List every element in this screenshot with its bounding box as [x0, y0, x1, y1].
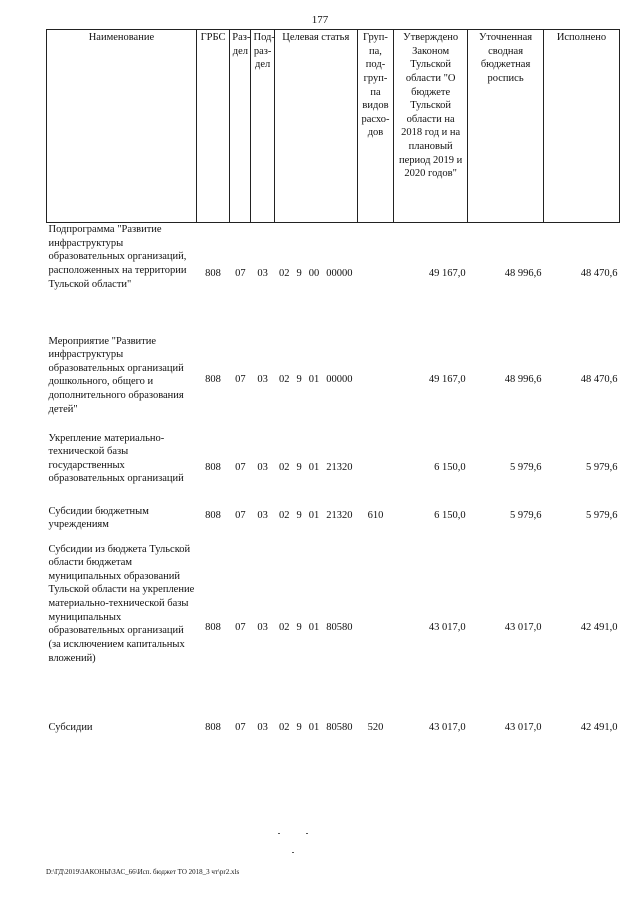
target-article-part: 21320 [326, 509, 353, 521]
header-approved: Утверждено Законом Тульской области "О бюджете Тульской области на 2018 год и на плановый период 2019 и 2020 годов" [394, 30, 468, 223]
row-razdel: 07 [235, 621, 246, 633]
row-target-article [274, 432, 357, 505]
row-grbs: 808 [205, 721, 221, 733]
target-article-part: 01 [308, 373, 320, 385]
target-article-part: 9 [296, 721, 302, 733]
row-approved: 43 017,0 [428, 621, 466, 633]
row-expense-group: 610 [367, 509, 384, 521]
header-refined: Уточненная сводная бюджетная роспись [468, 30, 544, 223]
row-approved: 43 017,0 [428, 721, 466, 733]
table-row [47, 432, 620, 505]
target-article-part: 21320 [326, 461, 353, 473]
target-article-part: 9 [296, 461, 302, 473]
row-refined: 5 979,6 [510, 461, 542, 473]
row-target-article [274, 721, 357, 761]
row-podrazdel: 03 [257, 373, 268, 385]
target-article-part: 00000 [326, 268, 353, 279]
header-name: Наименование [47, 30, 197, 223]
target-article-part: 80580 [326, 721, 353, 733]
scan-speck [292, 852, 294, 853]
header-podrazdel: Под-раз-дел [251, 30, 274, 223]
row-name: Подпрограмма "Развитие инфраструктуры образовательных организаций, расположенных на территории Тульской области" [48, 224, 187, 290]
row-grbs: 808 [205, 621, 221, 633]
row-podrazdel: 03 [257, 509, 268, 521]
row-refined: 43 017,0 [504, 621, 542, 633]
target-article-part: 9 [296, 268, 302, 279]
row-approved: 49 167,0 [428, 373, 466, 385]
row-target-article [274, 543, 357, 721]
row-approved: 6 150,0 [434, 461, 466, 473]
budget-table [46, 29, 620, 761]
target-article-part: 02 [279, 268, 290, 279]
target-article-part: 00000 [326, 373, 353, 385]
row-refined: 48 996,6 [504, 373, 542, 385]
row-grbs: 808 [205, 373, 221, 385]
header-target-article: Целевая статья [274, 30, 357, 223]
target-article-part: 02 [279, 509, 290, 521]
target-article-part: 02 [279, 373, 290, 385]
row-podrazdel: 03 [257, 268, 268, 279]
row-target-article [274, 335, 357, 432]
row-name: Субсидии бюджетным учреждениям [48, 505, 149, 531]
row-grbs: 808 [205, 268, 221, 279]
table-header-row [47, 30, 620, 223]
row-expense-group [357, 223, 393, 335]
row-executed: 48 470,6 [580, 268, 618, 279]
scan-speck [278, 833, 280, 834]
row-razdel: 07 [235, 509, 246, 521]
target-article-part: 9 [296, 621, 302, 633]
row-expense-group [357, 335, 393, 432]
row-executed: 42 491,0 [580, 721, 618, 733]
target-article-part: 00 [308, 268, 320, 279]
row-refined: 43 017,0 [504, 721, 542, 733]
header-executed: Исполнено [544, 30, 620, 223]
row-expense-group: 520 [367, 721, 384, 733]
header-expense-group: Груп-па, под-груп-па видов расхо-дов [357, 30, 393, 223]
header-razdel: Раз-дел [230, 30, 251, 223]
row-executed: 5 979,6 [586, 509, 618, 521]
row-name: Мероприятие "Развитие инфраструктуры образовательных организаций дошкольного, общего и дополнительного образования детей" [48, 335, 184, 415]
page-number: 177 [311, 14, 329, 26]
row-name: Субсидии из бюджета Тульской области бюджетам муниципальных образований Тульской области на укрепление материально-технической базы муниципальных образовательных организаций (за исключением капитальных вложений) [48, 543, 195, 664]
target-article-part: 01 [308, 621, 320, 633]
table-row [47, 543, 620, 721]
target-article-part: 01 [308, 509, 320, 521]
row-expense-group [357, 432, 393, 505]
table-row [47, 223, 620, 335]
row-executed: 5 979,6 [586, 461, 618, 473]
table-row [47, 335, 620, 432]
row-grbs: 808 [205, 461, 221, 473]
target-article-part: 02 [279, 461, 290, 473]
row-target-article [274, 223, 357, 335]
target-article-part: 02 [279, 621, 290, 633]
row-razdel: 07 [235, 373, 246, 385]
row-name: Субсидии [48, 721, 93, 733]
header-grbs: ГРБС [196, 30, 229, 223]
scan-speck [306, 833, 308, 834]
row-podrazdel: 03 [257, 461, 268, 473]
row-target-article [274, 505, 357, 543]
row-approved: 49 167,0 [428, 268, 466, 279]
row-razdel: 07 [235, 461, 246, 473]
row-podrazdel: 03 [257, 721, 268, 733]
target-article-part: 80580 [326, 621, 353, 633]
row-refined: 48 996,6 [504, 268, 542, 279]
row-razdel: 07 [235, 268, 246, 279]
row-podrazdel: 03 [257, 621, 268, 633]
table-row [47, 505, 620, 543]
row-razdel: 07 [235, 721, 246, 733]
file-path-footer: D:\ГД\2019\ЗАКОНЫ\ЗАС_66\Исп. бюджет ТО 2018_3 чт\pr2.xls [46, 868, 240, 876]
target-article-part: 02 [279, 721, 290, 733]
target-article-part: 9 [296, 509, 302, 521]
row-refined: 5 979,6 [510, 509, 542, 521]
target-article-part: 01 [308, 721, 320, 733]
row-executed: 48 470,6 [580, 373, 618, 385]
table-row [47, 721, 620, 761]
target-article-part: 9 [296, 373, 302, 385]
target-article-part: 01 [308, 461, 320, 473]
row-name: Укрепление материально-технической базы государственных образовательных организаций [48, 432, 184, 485]
row-executed: 42 491,0 [580, 621, 618, 633]
row-grbs: 808 [205, 509, 221, 521]
row-expense-group [357, 543, 393, 721]
row-approved: 6 150,0 [434, 509, 466, 521]
